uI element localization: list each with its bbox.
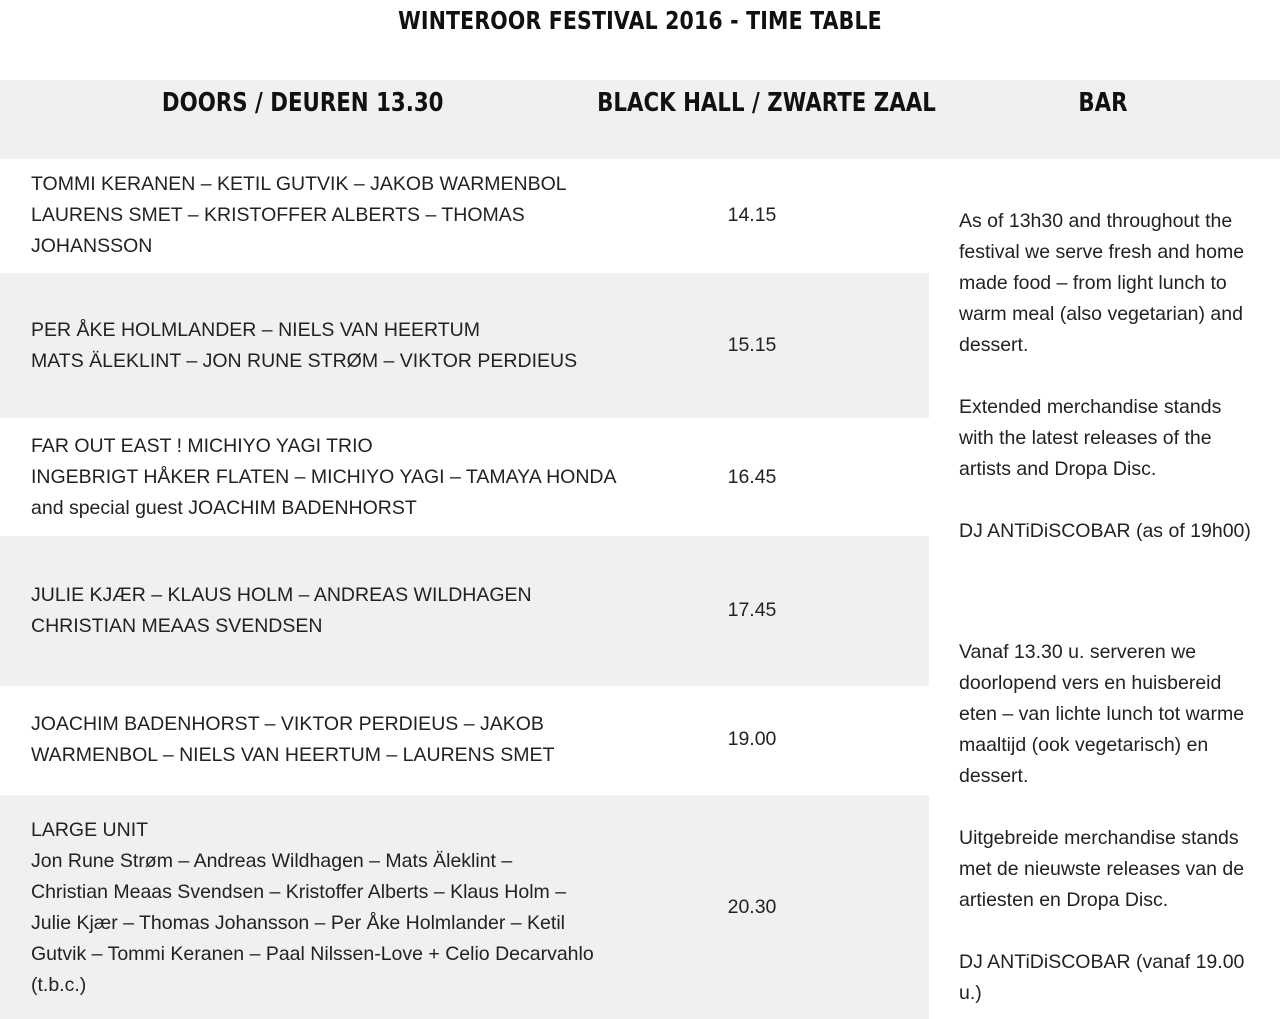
- row-acts: [31, 315, 591, 377]
- row-time: 15.15: [727, 334, 777, 356]
- act-line: Julie Kjær – Thomas Johansson – Per Åke Holmlander – Ketil: [31, 912, 565, 934]
- table-header: [0, 80, 1280, 159]
- act-line: Gutvik – Tommi Keranen – Paal Nilssen-Love + Celio Decarvahlo: [31, 943, 594, 965]
- bar-food-text: Vanaf 13.30 u. serveren we doorlopend vers en huisbereid eten – van lichte lunch tot warme maaltijd (ook vegetarisch) en dessert.: [959, 641, 1245, 787]
- act-line: JOACHIM BADENHORST – VIKTOR PERDIEUS – JAKOB: [31, 713, 544, 735]
- table-row: [0, 686, 929, 795]
- act-line: and special guest JOACHIM BADENHORST: [31, 497, 417, 519]
- row-time: 14.15: [727, 204, 777, 226]
- row-acts: [31, 431, 617, 524]
- row-acts: [31, 169, 591, 262]
- row-time: 17.45: [727, 599, 777, 621]
- act-line: JULIE KJÆR – KLAUS HOLM – ANDREAS WILDHAGEN: [31, 584, 532, 606]
- bar-food-text: As of 13h30 and throughout the festival we serve fresh and home made food – from light lunch to warm meal (also vegetarian) and dessert.: [959, 210, 1245, 356]
- bar-merch-text: Uitgebreide merchandise stands met de nieuwste releases van de artiesten en Dropa Disc.: [959, 827, 1245, 911]
- header-black-hall: BLACK HALL / ZWARTE ZAAL: [597, 88, 936, 118]
- bar-dj-text: DJ ANTiDiSCOBAR (as of 19h00): [959, 520, 1251, 542]
- act-line: LAURENS SMET – KRISTOFFER ALBERTS – THOMAS: [31, 204, 525, 226]
- bar-info-dutch: [959, 637, 1259, 1009]
- act-line: (t.b.c.): [31, 974, 87, 996]
- act-line: PER ÅKE HOLMLANDER – NIELS VAN HEERTUM: [31, 319, 480, 341]
- row-time: 19.00: [727, 728, 777, 750]
- act-line: TOMMI KERANEN – KETIL GUTVIK – JAKOB WARMENBOL: [31, 173, 567, 195]
- act-line: Christian Meaas Svendsen – Kristoffer Alberts – Klaus Holm –: [31, 881, 567, 903]
- act-line: JOHANSSON: [31, 235, 153, 257]
- header-bar: BAR: [1077, 88, 1128, 118]
- table-row: [0, 159, 929, 273]
- bar-dj-text: DJ ANTiDiSCOBAR (vanaf 19.00 u.): [959, 951, 1245, 1004]
- row-acts: [31, 709, 591, 771]
- page-title: WINTEROOR FESTIVAL 2016 - TIME TABLE: [398, 6, 882, 35]
- table-row: [0, 273, 929, 418]
- row-time: 16.45: [727, 466, 777, 488]
- act-line: MATS ÄLEKLINT – JON RUNE STRØM – VIKTOR PERDIEUS: [31, 350, 578, 372]
- table-row: [0, 536, 929, 686]
- table-row: [0, 795, 929, 1019]
- act-line: FAR OUT EAST ! MICHIYO YAGI TRIO: [31, 435, 373, 457]
- table-row: [0, 418, 929, 536]
- act-line: WARMENBOL – NIELS VAN HEERTUM – LAURENS SMET: [31, 744, 555, 766]
- header-doors: DOORS / DEUREN 13.30: [161, 88, 444, 118]
- bar-merch-text: Extended merchandise stands with the latest releases of the artists and Dropa Disc.: [959, 396, 1222, 480]
- act-line: CHRISTIAN MEAAS SVENDSEN: [31, 615, 323, 637]
- act-line: Jon Rune Strøm – Andreas Wildhagen – Mats Äleklint –: [31, 850, 513, 872]
- row-acts: [31, 815, 594, 1001]
- bar-info-english: [959, 206, 1259, 578]
- row-acts: [31, 580, 591, 642]
- act-line: LARGE UNIT: [31, 819, 149, 841]
- row-time: 20.30: [727, 896, 777, 918]
- act-line: INGEBRIGT HÅKER FLATEN – MICHIYO YAGI – TAMAYA HONDA: [31, 466, 617, 488]
